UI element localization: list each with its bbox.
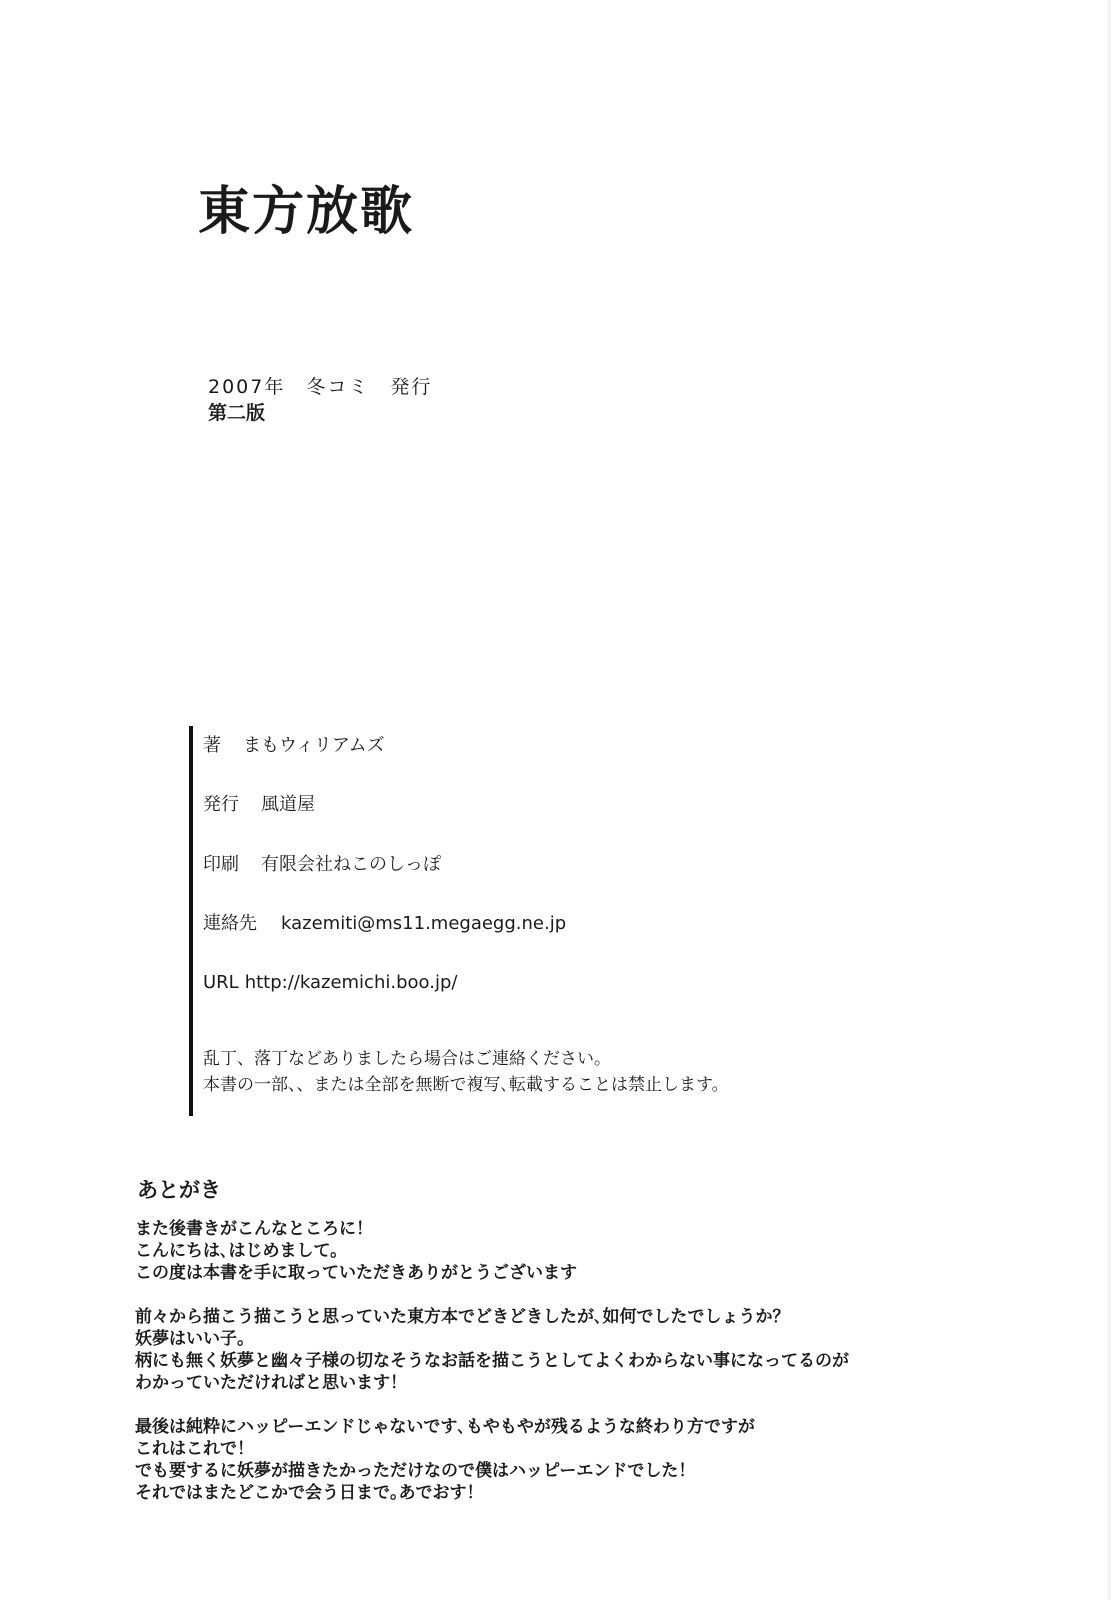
afterword-line: それではまたどこかで会う日まで｡あでおす！ (135, 1483, 484, 1503)
afterword-line: この度は本書を手に取っていただきありがとうございます (135, 1263, 577, 1283)
edition-revision: 第二版 (208, 402, 266, 424)
contact-email: kazemiti@ms11.megaegg.ne.jp (281, 913, 567, 934)
afterword-line: 妖夢はいい子。 (135, 1329, 254, 1349)
author-row (203, 737, 385, 755)
contact-row (203, 915, 566, 933)
afterword-body (135, 1218, 1035, 1526)
author-name: まもウィリアムズ (243, 735, 385, 756)
colophon (189, 726, 833, 1116)
afterword-line: 最後は純粋にハッピーエンドじゃないです､もやもやが残るような終わり方ですが (135, 1417, 755, 1437)
afterword-paragraph (135, 1416, 1035, 1504)
copyright-notice: 本書の一部、、または全部を無断で複写､転載することは禁止します。 (203, 1075, 729, 1095)
afterword-line: 柄にも無く妖夢と幽々子様の切なそうなお話を描こうとしてよくわからない事になってるのが (135, 1351, 849, 1371)
misprint-notice: 乱丁、落丁などありましたら場合はご連絡ください。 (203, 1049, 611, 1069)
url-label: URL (203, 972, 239, 993)
publisher-name: 風道屋 (261, 794, 315, 815)
afterword-line: これはこれで！ (135, 1439, 254, 1459)
book-title: 東方放歌 (198, 182, 415, 242)
edition-year-line: 2007年 冬コミ 発行 (208, 376, 433, 398)
afterword-heading: あとがき (137, 1178, 221, 1202)
afterword-line: でも要するに妖夢が描きたかっただけなので僕はハッピーエンドでした！ (135, 1461, 696, 1481)
afterword-paragraph (135, 1218, 1035, 1284)
afterword-line: こんにちは､はじめまして。 (135, 1241, 348, 1261)
printer-label: 印刷 (203, 854, 239, 875)
afterword-paragraph (135, 1306, 1035, 1394)
printer-row (203, 856, 441, 874)
afterword-line: わかっていただければと思います！ (135, 1373, 407, 1393)
publisher-row (203, 796, 315, 814)
url-text: http://kazemichi.boo.jp/ (244, 972, 458, 993)
publisher-label: 発行 (203, 794, 239, 815)
url-row (203, 974, 457, 992)
afterword-line: 前々から描こう描こうと思っていた東方本でどきどきしたが､如何でしたでしょうか？ (135, 1307, 790, 1327)
contact-label: 連絡先 (203, 913, 257, 934)
author-label: 著 (203, 735, 221, 756)
printer-name: 有限会社ねこのしっぽ (261, 854, 441, 875)
afterword-line: また後書きがこんなところに！ (135, 1219, 373, 1239)
